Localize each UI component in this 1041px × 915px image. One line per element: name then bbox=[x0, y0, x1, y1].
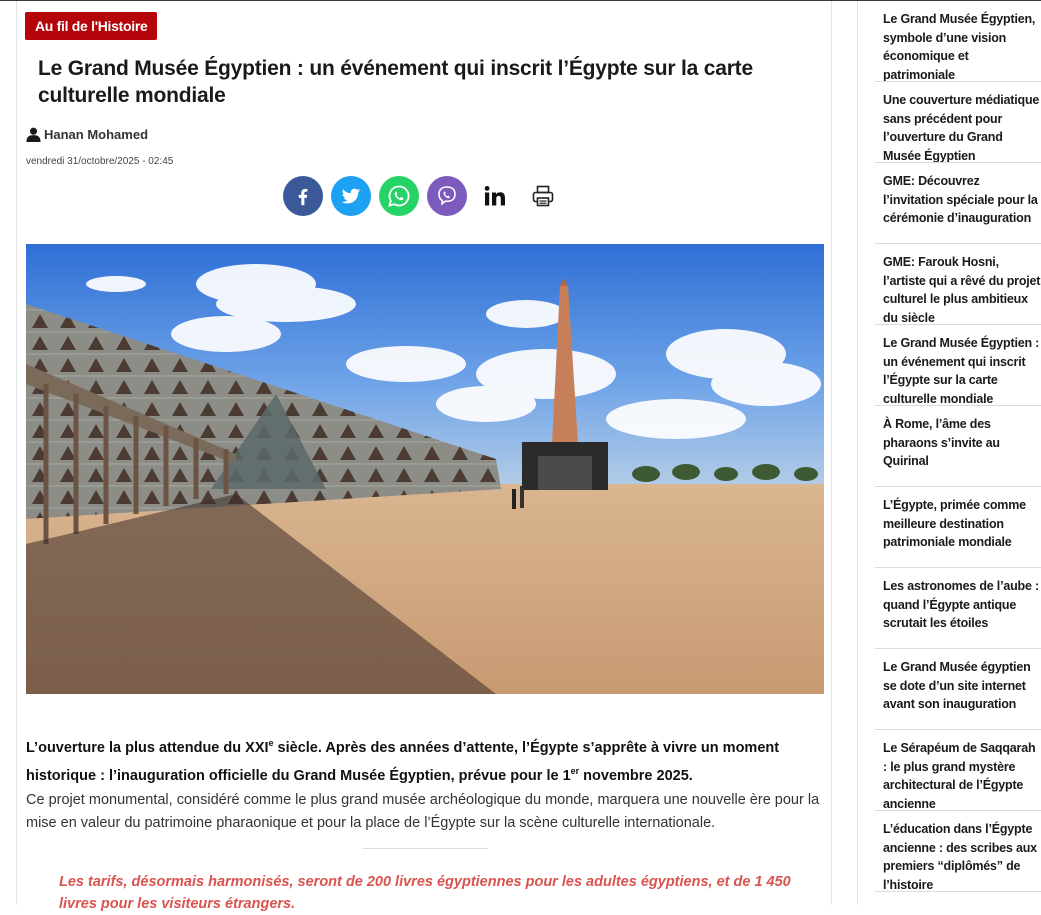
linkedin-share-button[interactable] bbox=[475, 176, 515, 216]
publish-date: vendredi 31/octobre/2025 - 02:45 bbox=[26, 156, 174, 167]
article-lead bbox=[26, 732, 816, 788]
sidebar-divider bbox=[875, 243, 1041, 244]
lead-text: siècle. Après des années d’attente, l’Égypte s’apprête à vivre un moment historique : l’inauguration officielle du Grand Musée Égyptien, prévue pour le 1 bbox=[26, 739, 780, 784]
lead-text: novembre 2025. bbox=[579, 767, 693, 784]
lead-superscript: e bbox=[268, 738, 274, 748]
article-quote: Les tarifs, désormais harmonisés, seront de 200 livres égyptiennes pour les adultes égyptiens, et de 1 450 livres pour les visiteurs étrangers. bbox=[59, 874, 791, 912]
linkedin-icon bbox=[483, 184, 507, 208]
sidebar-item[interactable]: Le Grand Musée Égyptien, symbole d’une vision économique et patrimoniale bbox=[883, 12, 1036, 82]
sidebar-divider bbox=[875, 567, 1041, 568]
sidebar-divider bbox=[875, 81, 1041, 82]
sidebar-item[interactable]: Le Grand Musée Égyptien : un événement qui inscrit l’Égypte sur la carte culturelle mondiale bbox=[883, 336, 1040, 406]
facebook-share-button[interactable] bbox=[283, 176, 323, 216]
author-line[interactable] bbox=[26, 127, 148, 142]
sidebar-divider bbox=[875, 486, 1041, 487]
print-button[interactable] bbox=[523, 176, 563, 216]
twitter-icon bbox=[340, 185, 362, 207]
article-column bbox=[16, 1, 832, 912]
sidebar-item[interactable]: GME: Découvrez l’invitation spéciale pour la cérémonie d’inauguration bbox=[883, 174, 1038, 225]
sidebar-divider bbox=[875, 324, 1041, 325]
sidebar-item[interactable]: Le Sérapéum de Saqqarah : le plus grand mystère architectural de l’Égypte ancienne bbox=[883, 741, 1036, 811]
sidebar-divider bbox=[875, 648, 1041, 649]
viber-icon bbox=[435, 184, 459, 208]
print-icon bbox=[531, 184, 555, 208]
related-articles-sidebar bbox=[857, 1, 1041, 905]
sidebar-item[interactable]: Une couverture médiatique sans précédent pour l’ouverture du Grand Musée Égyptien bbox=[883, 93, 1040, 163]
viber-share-button[interactable] bbox=[427, 176, 467, 216]
article-paragraph: Ce projet monumental, considéré comme le plus grand musée archéologique du monde, marquera une nouvelle ère pour la mise en valeur du patrimoine pharaonique et pour la place de l’Égypte sur la scène culturelle internationale. bbox=[26, 792, 820, 831]
user-icon bbox=[26, 127, 41, 142]
sidebar-divider bbox=[875, 810, 1041, 811]
whatsapp-share-button[interactable] bbox=[379, 176, 419, 216]
share-bar bbox=[283, 175, 571, 217]
lead-superscript: er bbox=[570, 765, 580, 776]
sidebar-item[interactable]: GME: Farouk Hosni, l’artiste qui a rêvé du projet culturel le plus ambitieux du siècle bbox=[883, 255, 1041, 325]
article-title: Le Grand Musée Égyptien : un événement qui inscrit l’Égypte sur la carte culturelle mondiale bbox=[38, 57, 753, 107]
sidebar-item[interactable]: À Rome, l’âme des pharaons s’invite au Quirinal bbox=[883, 417, 1000, 468]
twitter-share-button[interactable] bbox=[331, 176, 371, 216]
category-badge[interactable]: Au fil de l'Histoire bbox=[25, 12, 157, 40]
author-name[interactable]: Hanan Mohamed bbox=[44, 127, 149, 142]
sidebar-divider bbox=[875, 405, 1041, 406]
whatsapp-icon bbox=[387, 184, 411, 208]
article-hero-image bbox=[26, 244, 824, 694]
sidebar-divider bbox=[875, 891, 1041, 892]
sidebar-divider bbox=[875, 729, 1041, 730]
sidebar-item[interactable]: Les astronomes de l’aube : quand l’Égypte antique scrutait les étoiles bbox=[883, 579, 1039, 630]
facebook-icon bbox=[292, 185, 314, 207]
lead-text: L’ouverture la plus attendue du XXI bbox=[26, 739, 269, 756]
quote-divider bbox=[363, 848, 488, 849]
sidebar-item[interactable]: L’Égypte, primée comme meilleure destination patrimoniale mondiale bbox=[883, 498, 1026, 549]
sidebar-item[interactable]: L’éducation dans l’Égypte ancienne : des scribes aux premiers “diplômés” de l’histoire bbox=[883, 822, 1037, 892]
sidebar-divider bbox=[875, 162, 1041, 163]
sidebar-item[interactable]: Le Grand Musée égyptien se dote d’un site internet avant son inauguration bbox=[883, 660, 1031, 711]
